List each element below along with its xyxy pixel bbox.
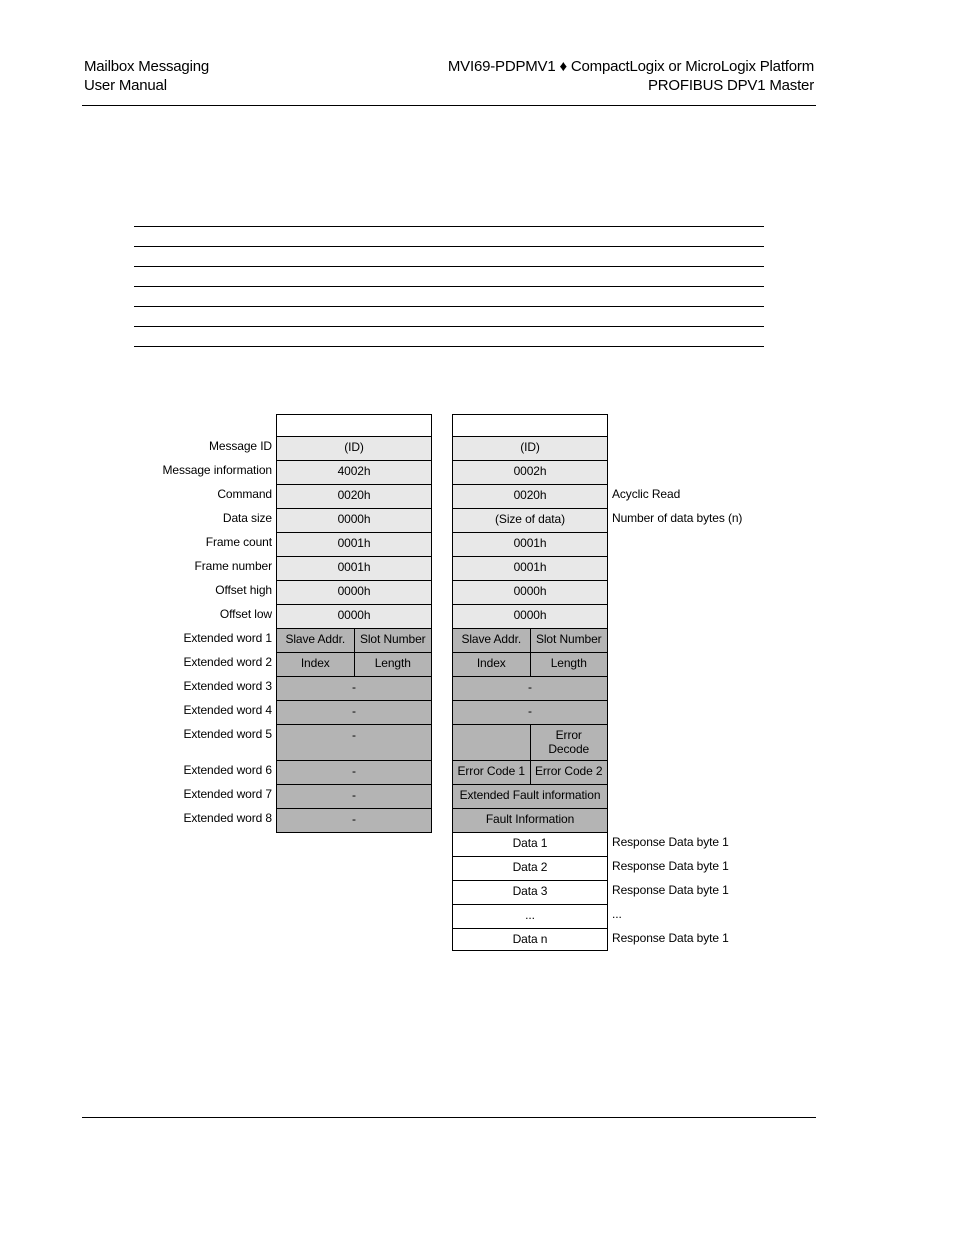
response-message-information: 0002h <box>452 460 608 485</box>
response-length: Length <box>530 653 608 676</box>
request-command: 0020h <box>276 484 432 509</box>
response-data-3: Data 3 <box>452 880 608 905</box>
row-label: Data size <box>222 511 272 525</box>
request-message-id: (ID) <box>276 436 432 461</box>
response-frame-count: 0001h <box>452 532 608 557</box>
footer-rule <box>82 1117 816 1118</box>
note-command: Acyclic Read <box>612 487 681 501</box>
note-data-2: Response Data byte 1 <box>612 859 729 873</box>
response-index: Index <box>476 656 506 670</box>
header-rule <box>82 105 816 106</box>
response-error-decode <box>530 725 608 760</box>
response-column-header <box>452 414 608 437</box>
response-data-ellipsis: ... <box>452 904 608 929</box>
request-offset-low: 0000h <box>276 604 432 629</box>
note-data-ellipsis: ... <box>612 907 622 921</box>
row-label: Extended word 7 <box>183 787 272 801</box>
request-message-information: 4002h <box>276 460 432 485</box>
request-column-header <box>276 414 432 437</box>
header-product-subtitle: PROFIBUS DPV1 Master <box>647 77 814 94</box>
row-label: Extended word 5 <box>183 727 272 741</box>
note-data-1: Response Data byte 1 <box>612 835 729 849</box>
row-label: Extended word 6 <box>183 763 272 777</box>
row-label: Message information <box>162 463 272 477</box>
row-label: Frame count <box>205 535 272 549</box>
row-label: Extended word 3 <box>183 679 272 693</box>
response-extended-word-4: - <box>452 700 608 725</box>
response-frame-number: 0001h <box>452 556 608 581</box>
response-offset-high: 0000h <box>452 580 608 605</box>
note-data-3: Response Data byte 1 <box>612 883 729 897</box>
request-extended-word-5: - <box>276 724 432 761</box>
request-offset-high: 0000h <box>276 580 432 605</box>
request-extended-word-8: - <box>276 808 432 833</box>
response-data-2: Data 2 <box>452 856 608 881</box>
table-rule <box>134 266 764 267</box>
table-rule <box>134 306 764 307</box>
header-manual-type: User Manual <box>84 77 167 94</box>
note-data-n: Response Data byte 1 <box>612 931 729 945</box>
table-rule <box>134 226 764 227</box>
request-extended-word-7: - <box>276 784 432 809</box>
row-label: Frame number <box>194 559 272 573</box>
request-extended-word-2 <box>276 652 432 677</box>
error-decode-line1: Error <box>555 728 582 742</box>
request-extended-word-4: - <box>276 700 432 725</box>
request-data-size: 0000h <box>276 508 432 533</box>
response-offset-low: 0000h <box>452 604 608 629</box>
row-label: Offset low <box>219 607 272 621</box>
response-extended-word-6 <box>452 760 608 785</box>
row-label: Extended word 1 <box>183 631 272 645</box>
note-data-size: Number of data bytes (n) <box>612 511 743 525</box>
request-extended-word-6: - <box>276 760 432 785</box>
request-extended-word-3: - <box>276 676 432 701</box>
response-ext5-empty <box>453 725 530 760</box>
request-frame-number: 0001h <box>276 556 432 581</box>
table-rule <box>134 346 764 347</box>
header-right <box>448 57 814 95</box>
header-left <box>84 57 209 95</box>
response-data-n: Data n <box>452 928 608 951</box>
response-slot-number: Slot Number <box>530 629 608 652</box>
request-index: Index <box>300 656 330 670</box>
row-label: Extended word 2 <box>183 655 272 669</box>
response-message-id: (ID) <box>452 436 608 461</box>
response-extended-word-1 <box>452 628 608 653</box>
response-data-1: Data 1 <box>452 832 608 857</box>
request-slot-number: Slot Number <box>354 629 432 652</box>
response-command: 0020h <box>452 484 608 509</box>
response-error-code-2: Error Code 2 <box>530 761 608 784</box>
row-label: Message ID <box>208 439 272 453</box>
response-extended-word-7: Extended Fault information <box>452 784 608 809</box>
response-slave-addr: Slave Addr. <box>461 632 522 646</box>
table-rule <box>134 326 764 327</box>
header-section-title: Mailbox Messaging <box>84 58 209 75</box>
response-data-size: (Size of data) <box>452 508 608 533</box>
row-label: Extended word 4 <box>183 703 272 717</box>
response-extended-word-2 <box>452 652 608 677</box>
request-slave-addr: Slave Addr. <box>285 632 346 646</box>
request-length: Length <box>354 653 432 676</box>
response-extended-word-5 <box>452 724 608 761</box>
table-rule <box>134 286 764 287</box>
header-product-title: MVI69-PDPMV1 ♦ CompactLogix or MicroLogix Platform <box>447 58 814 75</box>
row-label: Command <box>217 487 272 501</box>
row-label: Extended word 8 <box>183 811 272 825</box>
response-error-code-1: Error Code 1 <box>457 764 525 778</box>
error-decode-line2: Decode <box>548 742 590 756</box>
response-extended-word-3: - <box>452 676 608 701</box>
request-frame-count: 0001h <box>276 532 432 557</box>
request-extended-word-1 <box>276 628 432 653</box>
row-label: Offset high <box>215 583 272 597</box>
table-rule <box>134 246 764 247</box>
response-extended-word-8: Fault Information <box>452 808 608 833</box>
